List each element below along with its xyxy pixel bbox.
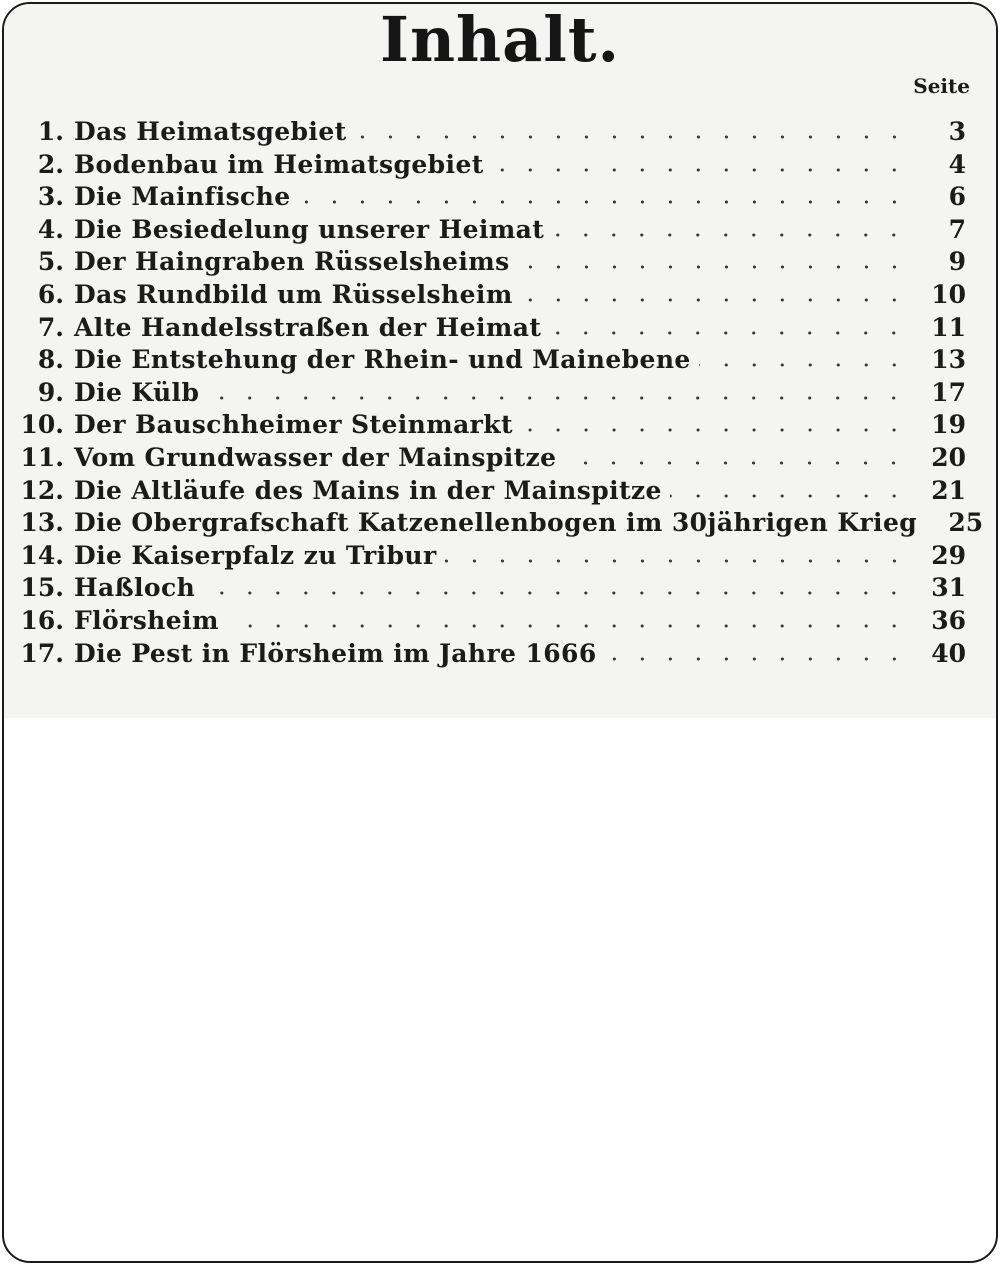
toc-entry-page: 11 <box>931 312 966 342</box>
toc-entry-line <box>74 312 966 344</box>
toc-entry <box>4 409 996 442</box>
toc-entry-title: Die Besiedelung unserer Heimat <box>74 214 545 244</box>
toc-entry-number: 17. <box>20 638 64 668</box>
table-of-contents <box>4 116 996 670</box>
toc-entry-number: 4. <box>37 214 64 244</box>
toc-entry-line <box>74 572 966 604</box>
toc-entry <box>4 312 996 345</box>
dot-leader <box>670 493 908 499</box>
toc-entry-page: 36 <box>931 605 966 635</box>
toc-entry-number: 6. <box>37 279 64 309</box>
toc-entry-line <box>74 344 966 376</box>
dot-leader <box>355 134 908 140</box>
toc-entry-line <box>74 181 966 213</box>
toc-entry-title: Die Entstehung der Rhein- und Mainebene <box>74 345 691 375</box>
toc-entry <box>4 605 996 638</box>
toc-entry-number: 9. <box>37 377 64 407</box>
toc-entry-title: Bodenbau im Heimatsgebiet <box>74 149 484 179</box>
toc-entry-number: 1. <box>37 117 64 146</box>
toc-entry-title: Haßloch <box>74 573 196 603</box>
toc-entry-page: 9 <box>948 247 966 277</box>
toc-entry-page: 29 <box>931 540 966 570</box>
toc-entry-page: 31 <box>931 573 966 603</box>
toc-entry-number: 14. <box>20 540 64 570</box>
toc-entry <box>4 475 996 508</box>
toc-entry-page: 21 <box>931 475 966 505</box>
toc-entry-page: 20 <box>931 442 966 472</box>
dot-leader <box>521 427 908 433</box>
toc-entry-line <box>74 605 966 637</box>
toc-entry-number: 15. <box>20 573 64 603</box>
dot-leader <box>207 395 908 401</box>
toc-entry <box>4 442 996 475</box>
toc-entry-line <box>74 246 966 278</box>
toc-entry-line <box>74 409 966 441</box>
toc-entry-title: Das Heimatsgebiet <box>74 117 347 146</box>
toc-entry-line <box>74 475 966 507</box>
toc-entry <box>4 246 996 279</box>
toc-entry-title: Die Pest in Flörsheim im Jahre 1666 <box>74 638 597 668</box>
toc-entry <box>4 572 996 605</box>
toc-entry-title: Die Obergrafschaft Katzenellenbogen im 30jährigen Krieg <box>74 508 918 538</box>
toc-entry <box>4 279 996 312</box>
toc-entry-number: 7. <box>37 312 64 342</box>
toc-entry-title: Die Altläufe des Mains in der Mainspitze <box>74 475 662 505</box>
toc-entry-number: 8. <box>37 345 64 375</box>
toc-entry <box>4 344 996 377</box>
toc-entry <box>4 214 996 247</box>
toc-entry-line <box>74 540 966 572</box>
toc-entry-number: 16. <box>20 605 64 635</box>
toc-entry <box>4 181 996 214</box>
toc-entry-line <box>74 214 966 246</box>
toc-entry-title: Die Mainfische <box>74 182 291 212</box>
toc-entry-number: 5. <box>37 247 64 277</box>
toc-entry-title: Der Haingraben Rüsselsheims <box>74 247 510 277</box>
page-title: Inhalt. <box>379 3 621 76</box>
toc-entry-line <box>74 638 966 670</box>
toc-entry-line <box>74 442 966 474</box>
toc-entry-number: 13. <box>20 508 64 538</box>
toc-entry-number: 11. <box>20 442 64 472</box>
dot-leader <box>492 167 908 173</box>
dot-leader <box>549 330 908 336</box>
dot-leader <box>521 297 908 303</box>
toc-entry-number: 12. <box>20 475 64 505</box>
dot-leader <box>299 199 908 205</box>
page-column-header: Seite <box>913 74 970 98</box>
toc-entry <box>4 116 996 149</box>
toc-entry-page: 3 <box>948 117 966 146</box>
toc-entry-page: 17 <box>931 377 966 407</box>
toc-entry-title: Flörsheim <box>74 605 219 635</box>
toc-entry <box>4 507 996 540</box>
toc-entry-page: 10 <box>931 279 966 309</box>
toc-entry-page: 13 <box>931 345 966 375</box>
toc-entry-page: 7 <box>948 214 966 244</box>
dot-leader <box>564 460 908 466</box>
dot-leader <box>203 590 908 596</box>
toc-entry <box>4 540 996 573</box>
toc-entry-line <box>74 279 966 311</box>
dot-leader <box>699 362 908 368</box>
toc-entry-page: 6 <box>948 182 966 212</box>
toc-entry-page: 19 <box>931 410 966 440</box>
toc-entry-title: Alte Handelsstraßen der Heimat <box>74 312 542 342</box>
toc-entry-number: 3. <box>37 182 64 212</box>
scanned-page <box>4 4 996 718</box>
toc-entry <box>4 377 996 410</box>
toc-entry-number: 2. <box>37 149 64 179</box>
dot-leader <box>445 558 908 564</box>
toc-entry-title: Der Bauschheimer Steinmarkt <box>74 410 513 440</box>
document-frame <box>2 2 998 1263</box>
toc-entry <box>4 149 996 182</box>
toc-entry-line <box>74 507 984 539</box>
dot-leader <box>605 656 908 662</box>
toc-entry-title: Die Külb <box>74 377 200 407</box>
toc-entry-page: 25 <box>948 508 984 538</box>
dot-leader <box>518 264 908 270</box>
toc-entry-line <box>74 377 966 409</box>
toc-entry-line <box>74 149 966 181</box>
toc-entry-page: 40 <box>931 638 966 668</box>
toc-entry-line <box>74 116 966 148</box>
toc-entry-number: 10. <box>20 410 64 440</box>
dot-leader <box>227 623 908 629</box>
toc-entry <box>4 638 996 671</box>
toc-entry-title: Das Rundbild um Rüsselsheim <box>74 279 513 309</box>
toc-entry-title: Vom Grundwasser der Mainspitze <box>74 442 557 472</box>
dot-leader <box>552 232 908 238</box>
toc-entry-title: Die Kaiserpfalz zu Tribur <box>74 540 437 570</box>
toc-entry-page: 4 <box>948 149 966 179</box>
